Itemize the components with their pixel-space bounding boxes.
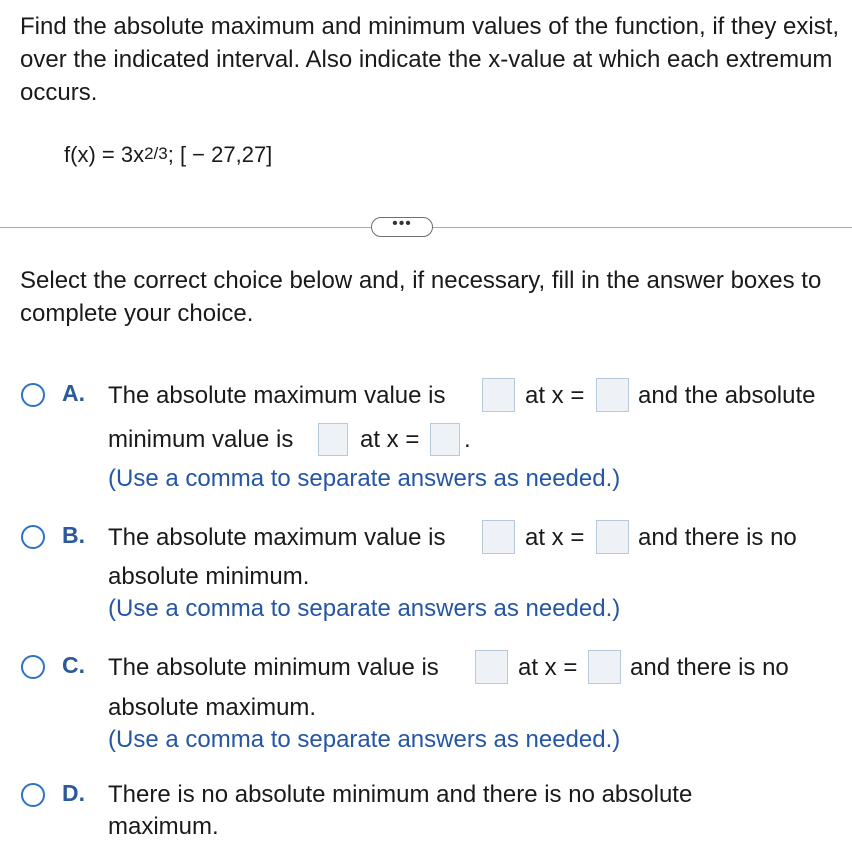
choice-c-min-x-input[interactable] [588,650,621,684]
choice-a[interactable] [0,376,852,496]
function-prefix: f(x) = 3x [64,142,145,167]
instruction-text: Select the correct choice below and, if necessary, fill in the answer boxes to complete your choice. [20,267,822,327]
choice-d-radio[interactable] [21,783,45,807]
question-text: Find the absolute maximum and minimum values of the function, if they exist, over the indicated interval. Also indicate the x-value at which each extremum occurs. [20,13,840,106]
choice-a-min-x-input[interactable] [430,423,460,456]
choice-c-radio[interactable] [21,655,45,679]
choice-d[interactable] [0,778,852,848]
choice-a-text-3: and the absolute [638,382,816,409]
choice-d-text-2: maximum. [108,813,219,840]
ellipsis-icon: ••• [392,215,412,232]
function-interval: ; [ − 27,27] [167,142,273,167]
choice-c-letter: C. [62,652,85,678]
choice-a-max-value-input[interactable] [482,378,515,412]
choice-b-letter: B. [62,522,85,548]
choice-a-text-5: at x = [360,426,420,453]
choice-a-min-value-input[interactable] [318,423,348,456]
choice-c-hint: (Use a comma to separate answers as needed.) [108,726,621,753]
choice-b-max-x-input[interactable] [596,520,629,554]
show-more-button[interactable] [371,217,433,237]
choice-b-hint: (Use a comma to separate answers as needed.) [108,595,621,622]
choice-b-text-4: absolute minimum. [108,563,310,590]
choice-a-text-2: at x = [525,382,585,409]
choice-b[interactable] [0,518,852,628]
choice-b-radio[interactable] [21,525,45,549]
choice-a-text-4: minimum value is [108,426,294,453]
choice-a-text-1: The absolute maximum value is [108,382,446,409]
choice-d-text-1: There is no absolute minimum and there is no absolute [108,781,693,808]
choice-c-text-3: and there is no [630,654,789,681]
choice-d-letter: D. [62,780,85,806]
choice-b-text-3: and there is no [638,524,797,551]
choice-a-letter: A. [62,380,85,406]
choice-c-text-4: absolute maximum. [108,694,317,721]
function-expression [64,140,272,172]
choice-b-text-2: at x = [525,524,585,551]
choice-c[interactable] [0,648,852,758]
choice-a-max-x-input[interactable] [596,378,629,412]
choice-b-text-1: The absolute maximum value is [108,524,446,551]
choice-c-text-2: at x = [518,654,578,681]
choice-b-max-value-input[interactable] [482,520,515,554]
choice-a-text-6: . [464,426,471,453]
choice-c-min-value-input[interactable] [475,650,508,684]
choice-c-text-1: The absolute minimum value is [108,654,439,681]
choice-a-hint: (Use a comma to separate answers as needed.) [108,465,621,492]
function-exponent: 2/3 [144,144,168,163]
choice-a-radio[interactable] [21,383,45,407]
